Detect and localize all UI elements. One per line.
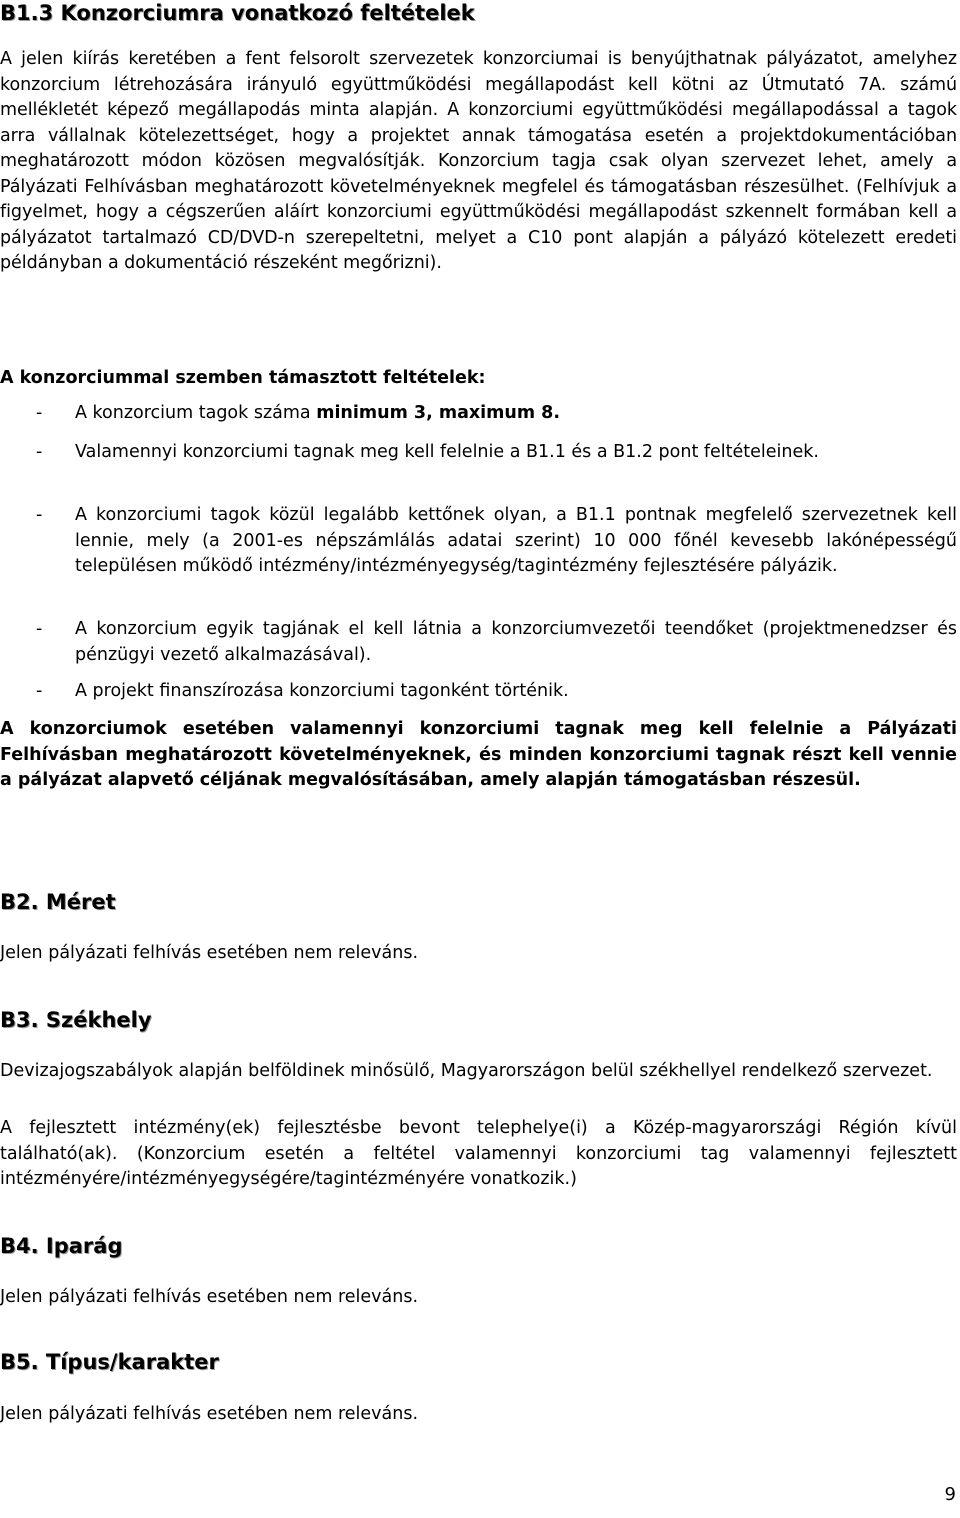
bullet-text: A konzorcium egyik tagjának el kell látnia a konzorciumvezetői teendőket (projektmenedzser és pénzügyi vezető alkalmazásával). (75, 619, 957, 665)
b3-paragraph-1: Devizajogszabályok alapján belföldinek minősülő, Magyarországon belül székhellyel rendelkező szervezet. (0, 1061, 933, 1081)
section-title-b4: B4. Iparág (0, 1234, 123, 1258)
bullet-text: A projekt finanszírozása konzorciumi tagonként történik. (75, 681, 569, 701)
section-title-b5: B5. Típus/karakter (0, 1350, 219, 1374)
b13-closing-paragraph: A konzorciumok esetében valamennyi konzorciumi tagnak meg kell felelnie a Pályázati Felhívásban meghatározott követelményeknek, és minden konzorciumi tagnak részt kell vennie a pályázat alapvető céljának megvalósításában, amely alapján támogatásban részesül. (0, 719, 957, 790)
bullet-dash: - (36, 403, 43, 423)
section-title-b2: B2. Méret (0, 890, 116, 914)
bullet-dash: - (36, 505, 43, 525)
bullet-text: A konzorciumi tagok közül legalább kettőnek olyan, a B1.1 pontnak megfelelő szervezetnek kell lennie, mely (a 2001-es népszámlálás adatai szerint) 10 000 főnél kevesebb lakónépességű településen működő intézmény/intézményegység/tagintézmény fejlesztésére pályázik. (75, 505, 957, 576)
bullet-text: A konzorcium tagok száma minimum 3, maximum 8. (75, 403, 561, 423)
page-number: 9 (944, 1484, 956, 1505)
section-title-b13: B1.3 Konzorciumra vonatkozó feltételek (0, 1, 475, 25)
bullet-text: Valamennyi konzorciumi tagnak meg kell felelnie a B1.1 és a B1.2 pont feltételeinek. (75, 442, 819, 462)
section-title-b3: B3. Székhely (0, 1008, 152, 1032)
b13-paragraph: A jelen kiírás keretében a fent felsorolt szervezetek konzorciumai is benyújthatnak pályázatot, amelyhez konzorcium létrehozására irányuló együttműködési megállapodást kell kötni az Útmutató 7A. számú mellékletét képező megállapodás minta alapján. A konzorciumi együttműködési megállapodással a tagok arra vállalnak kötelezettséget, hogy a projektet annak támogatása esetén a projektdokumentációban meghatározott módon közösen megvalósítják. Konzorcium tagja csak olyan szervezet lehet, amely a Pályázati Felhívásban meghatározott követelményeknek megfelel és támogatásban részesülhet. (Felhívjuk a figyelmet, hogy a cégszerűen aláírt konzorciumi együttműködési megállapodást szkennelt formában kell a pályázatot tartalmazó CD/DVD-n szerepeltetni, melyet a C10 pont alapján a pályázó kötelezett eredeti példányban a dokumentáció részeként megőrizni). (0, 49, 957, 273)
b13-subheading: A konzorciummal szemben támasztott feltételek: (0, 368, 486, 388)
b2-text: Jelen pályázati felhívás esetében nem releváns. (0, 943, 419, 963)
b4-text: Jelen pályázati felhívás esetében nem releváns. (0, 1287, 419, 1307)
bullet-dash: - (36, 619, 43, 639)
b3-paragraph-2: A fejlesztett intézmény(ek) fejlesztésbe bevont telephelye(i) a Közép-magyarországi Régión kívül található(ak). (Konzorcium esetén a feltétel valamennyi konzorciumi tag valamennyi fejlesztett intézményére/intézményegységére/tagintézményére vonatkozik.) (0, 1118, 957, 1189)
bullet-dash: - (36, 681, 43, 701)
b5-text: Jelen pályázati felhívás esetében nem releváns. (0, 1404, 419, 1424)
bullet-dash: - (36, 442, 43, 462)
